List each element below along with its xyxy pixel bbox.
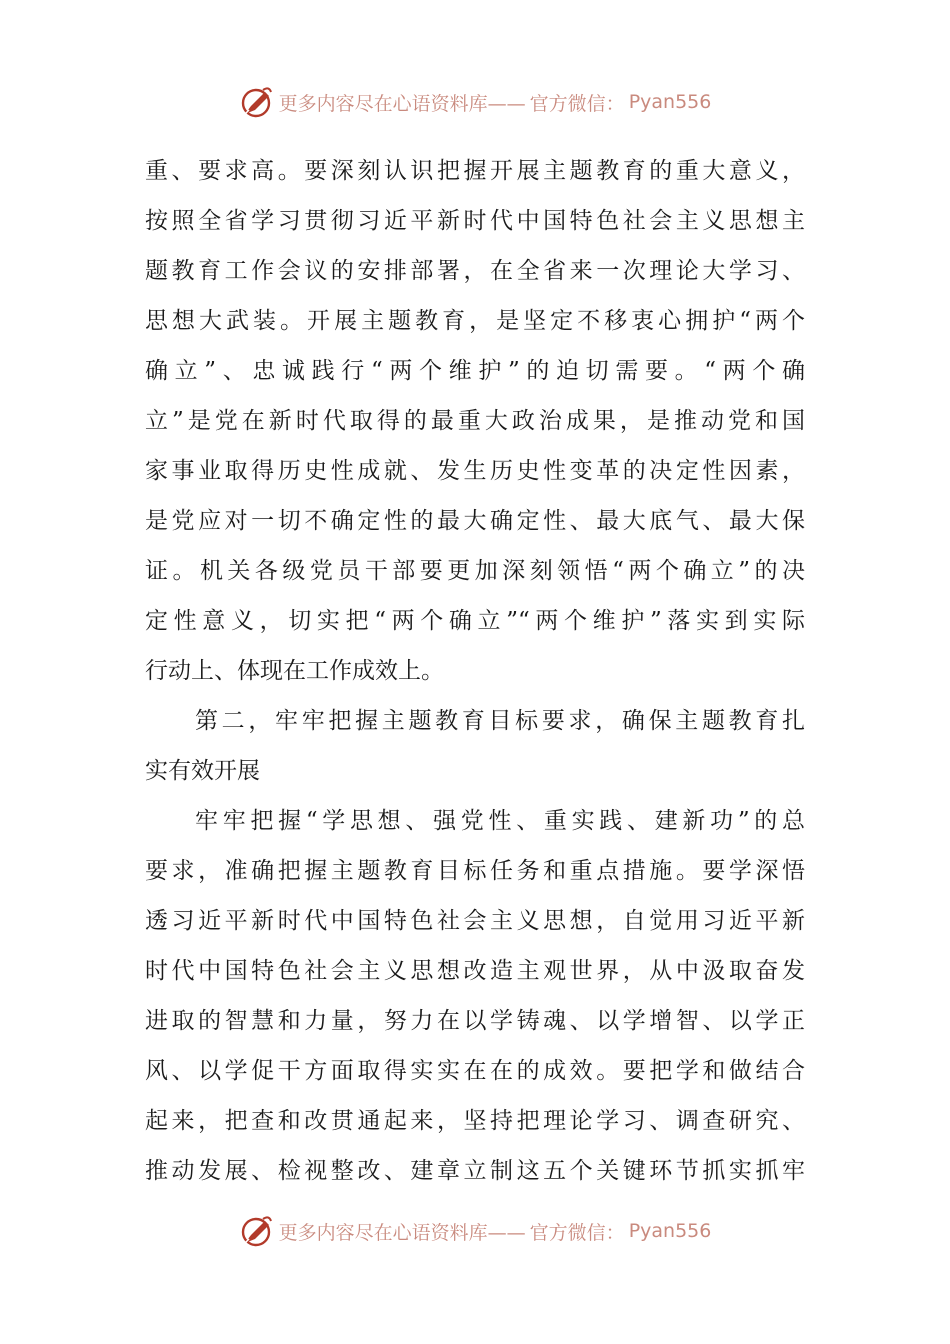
wechat-id: Pyan556 <box>628 1220 712 1242</box>
pen-logo-icon <box>239 84 275 120</box>
text-line: 家事业取得历史性成就、发生历史性变革的决定性因素， <box>145 458 805 484</box>
wechat-id: Pyan556 <box>628 91 712 113</box>
site-name-text: 更多内容尽在心语资料库—— <box>278 92 526 115</box>
wechat-label: 官方微信： <box>529 1221 625 1244</box>
text-line: 是党应对一切不确定性的最大确定性、最大底气、最大保 <box>145 508 805 534</box>
text-line: 透习近平新时代中国特色社会主义思想，自觉用习近平新 <box>145 908 805 934</box>
text-line: 推动发展、检视整改、建章立制这五个关键环节抓实抓牢 <box>145 1158 805 1184</box>
footer-watermark-banner <box>0 1211 950 1251</box>
text-line: 行动上、体现在工作成效上。 <box>145 658 444 684</box>
section-heading-line: 第二，牢牢把握主题教育目标要求，确保主题教育扎 <box>195 708 805 734</box>
header-watermark-banner <box>0 82 950 122</box>
text-line: 立”是党在新时代取得的最重大政治成果，是推动党和国 <box>145 408 805 434</box>
text-line: 时代中国特色社会主义思想改造主观世界，从中汲取奋发 <box>145 958 805 984</box>
text-line: 牢牢把握“学思想、强党性、重实践、建新功”的总 <box>195 808 805 834</box>
text-line: 重、要求高。要深刻认识把握开展主题教育的重大意义， <box>145 158 805 184</box>
section-heading-line: 实有效开展 <box>145 758 260 784</box>
pen-logo-icon <box>239 1213 275 1249</box>
site-name-text: 更多内容尽在心语资料库—— <box>278 1221 526 1244</box>
text-line: 确立”、忠诚践行“两个维护”的迫切需要。“两个确 <box>145 358 805 384</box>
wechat-label: 官方微信： <box>529 92 625 115</box>
document-body <box>145 146 805 1196</box>
text-line: 按照全省学习贯彻习近平新时代中国特色社会主义思想主 <box>145 208 805 234</box>
text-line: 定性意义，切实把“两个确立”“两个维护”落实到实际 <box>145 608 805 634</box>
text-line: 思想大武装。开展主题教育，是坚定不移衷心拥护“两个 <box>145 308 805 334</box>
text-line: 起来，把查和改贯通起来，坚持把理论学习、调查研究、 <box>145 1108 805 1134</box>
text-line: 要求，准确把握主题教育目标任务和重点措施。要学深悟 <box>145 858 805 884</box>
text-line: 风、以学促干方面取得实实在在的成效。要把学和做结合 <box>145 1058 805 1084</box>
text-line: 证。机关各级党员干部要更加深刻领悟“两个确立”的决 <box>145 558 805 584</box>
text-line: 进取的智慧和力量，努力在以学铸魂、以学增智、以学正 <box>145 1008 805 1034</box>
text-line: 题教育工作会议的安排部署，在全省来一次理论大学习、 <box>145 258 805 284</box>
